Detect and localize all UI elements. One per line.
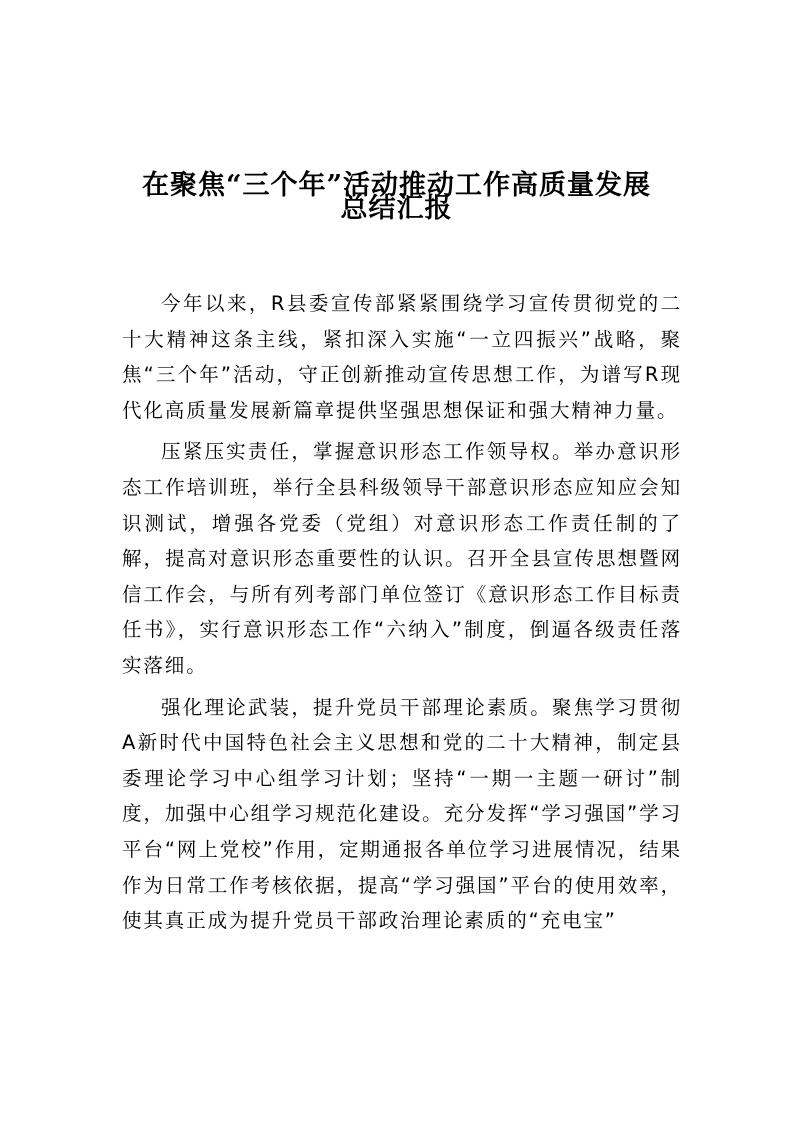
paragraph-theory-study: 强化理论武装，提升党员干部理论素质。聚焦学习贯彻A新时代中国特色社会主义思想和党的二十大精神，制定县委理论学习中心组学习计划；坚持“一期一主题一研讨”制度，加强中心组学习规范化建设。充分发挥“学习强国”学习平台“网上党校”作用，定期通报各单位学习进展情况，结果作为日常工作考核依据，提高“学习强国”平台的使用效率，使其真正成为提升党员干部政治理论素质的“充电宝” — [122, 695, 682, 933]
paragraph-ideology-responsibility: 压紧压实责任，掌握意识形态工作领导权。举办意识形态工作培训班，举行全县科级领导干部意识形态应知应会知识测试，增强各党委（党组）对意识形态工作责任制的了解，提高对意识形态重要性的认识。召开全县宣传思想暨网信工作会，与所有列考部门单位签订《意识形态工作目标责任书》，实行意识形态工作“六纳入”制度，倒逼各级责任落实落细。 — [122, 440, 682, 677]
paragraph-intro: 今年以来，R县委宣传部紧紧围绕学习宣传贯彻党的二十大精神这条主线，紧扣深入实施“一立四振兴”战略，聚焦“三个年”活动，守正创新推动宣传思想工作，为谱写R现代化高质量发展新篇章提供坚强思想保证和强大精神力量。 — [122, 292, 682, 422]
document-title-line-1: 在聚焦“三个年”活动推动工作高质量发展 — [141, 170, 652, 201]
document-body — [122, 286, 682, 945]
document-title-line-2: 总结汇报 — [340, 193, 453, 224]
